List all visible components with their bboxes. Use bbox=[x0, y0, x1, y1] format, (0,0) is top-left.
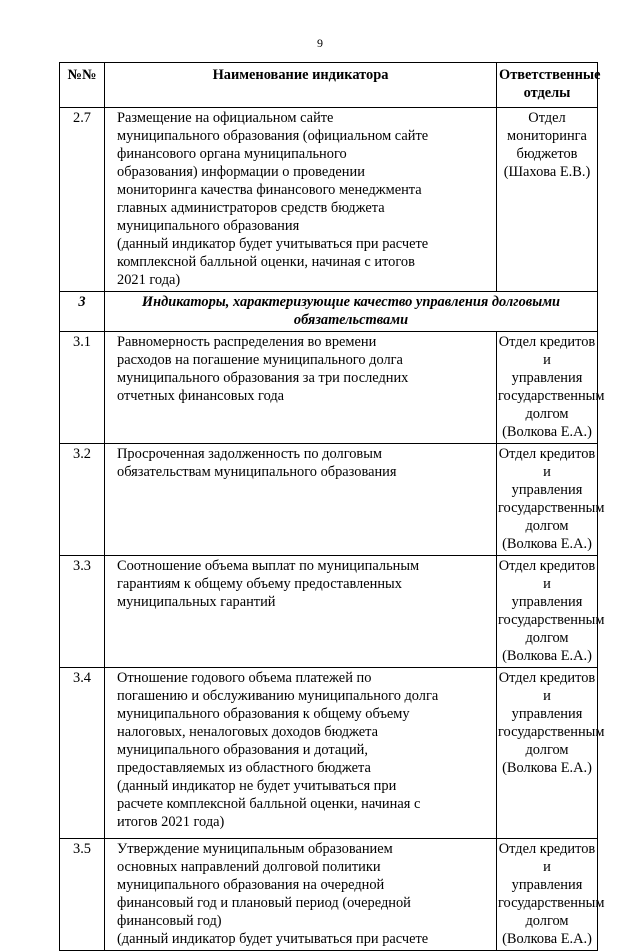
row-number: 3.1 bbox=[60, 332, 105, 444]
table-row bbox=[60, 444, 598, 556]
indicator-cell: Отношение годового объема платежей по погашению и обслуживанию муниципального долга муниципального образования к общему объему налоговых, неналоговых доходов бюджета муниципального образования и дотаций, предоставляемых из областного бюджета (данный индикатор не будет учитываться при расчете комплексной балльной оценки, начиная с итогов 2021 года) bbox=[105, 668, 497, 839]
indicator-cell: Утверждение муниципальным образованием основных направлений долговой политики муниципального образования на очередной финансовый год и плановый период (очередной финансовый год) (данный индикатор будет учитываться при расчете bbox=[105, 839, 497, 951]
row-number: 3.3 bbox=[60, 556, 105, 668]
indicator-cell: Равномерность распределения во времени расходов на погашение муниципального долга муниципального образования за три последних отчетных финансовых года bbox=[105, 332, 497, 444]
indicator-cell: Размещение на официальном сайте муниципального образования (официальном сайте финансового органа муниципального образования) информации о проведении мониторинга качества финансового менеджмента главных администраторов средств бюджета муниципального образования (данный индикатор будет учитываться при расчете комплексной балльной оценки, начиная с итогов 2021 года) bbox=[105, 108, 497, 292]
responsible-cell: Отдел кредитов и управления государственным долгом (Волкова Е.А.) bbox=[497, 839, 598, 951]
row-number: 3.2 bbox=[60, 444, 105, 556]
responsible-cell: Отдел кредитов и управления государственным долгом (Волкова Е.А.) bbox=[497, 332, 598, 444]
section-row bbox=[60, 292, 598, 332]
header-indicator: Наименование индикатора bbox=[105, 63, 497, 108]
responsible-cell: Отдел кредитов и управления государственным долгом (Волкова Е.А.) bbox=[497, 668, 598, 839]
table-header-row bbox=[60, 63, 598, 108]
table-row bbox=[60, 839, 598, 951]
section-title: Индикаторы, характеризующие качество управления долговыми обязательствами bbox=[105, 292, 598, 332]
responsible-cell: Отдел кредитов и управления государственным долгом (Волкова Е.А.) bbox=[497, 556, 598, 668]
row-number: 2.7 bbox=[60, 108, 105, 292]
responsible-cell: Отдел кредитов и управления государственным долгом (Волкова Е.А.) bbox=[497, 444, 598, 556]
header-responsible: Ответственные отделы bbox=[497, 63, 598, 108]
row-number: 3.4 bbox=[60, 668, 105, 839]
header-num: №№ bbox=[60, 63, 105, 108]
table-row bbox=[60, 108, 598, 292]
row-number: 3.5 bbox=[60, 839, 105, 951]
table-row bbox=[60, 556, 598, 668]
table-row bbox=[60, 332, 598, 444]
section-number: 3 bbox=[60, 292, 105, 332]
page-number: 9 bbox=[317, 36, 323, 50]
indicators-table bbox=[59, 62, 605, 951]
table-row bbox=[60, 668, 598, 839]
indicator-cell: Просроченная задолженность по долговым обязательствам муниципального образования bbox=[105, 444, 497, 556]
responsible-cell: Отдел мониторинга бюджетов (Шахова Е.В.) bbox=[497, 108, 598, 292]
indicator-cell: Соотношение объема выплат по муниципальным гарантиям к общему объему предоставленных муниципальных гарантий bbox=[105, 556, 497, 668]
